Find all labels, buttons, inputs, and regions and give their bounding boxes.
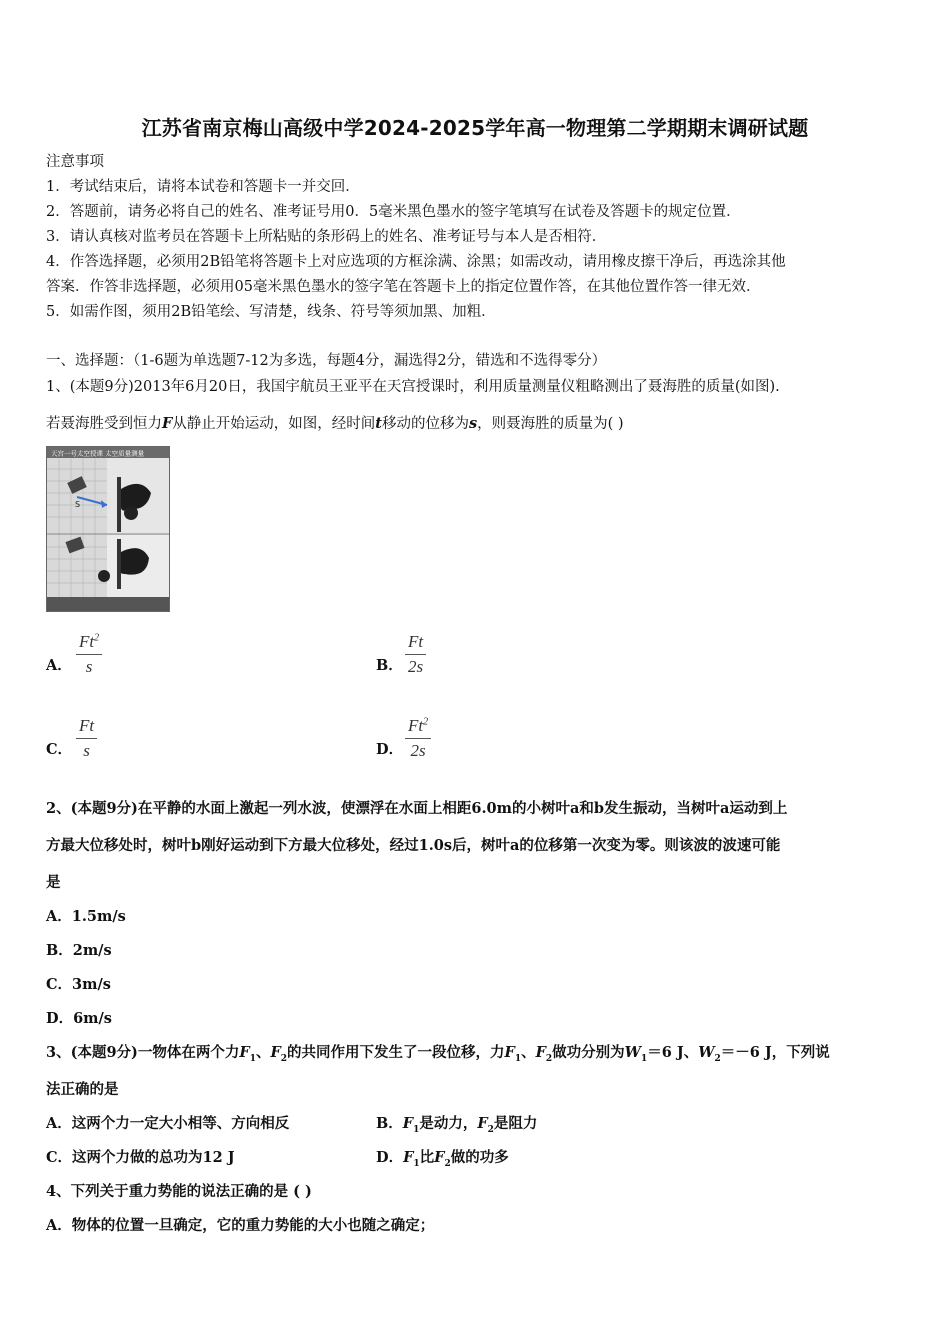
question-3-line: 法正确的是: [46, 1081, 119, 1098]
notice-item: 答案．作答非选择题，必须用05毫米黑色墨水的签字笔在答题卡上的指定位置作答，在其他位置作答一律无效．: [46, 279, 761, 295]
option-a-label: A．: [46, 657, 72, 674]
notice-item: 1．考试结束后，请将本试卷和答题卡一并交回．: [46, 179, 360, 195]
exam-title: 江苏省南京梅山高级中学2024-2025学年高一物理第二学期期末调研试题: [141, 116, 809, 140]
option-a-fraction: Ft$^2$ s: [76, 632, 102, 677]
option-d-fraction: Ft$^2$ 2s: [405, 716, 431, 761]
section-heading: 一、选择题：（1-6题为单选题7-12为多选，每题4分，漏选得2分，错选和不选得零分）: [46, 353, 607, 369]
question-3-line: 3、(本题9分)一物体在两个力$F_1$、$F_2$的共同作用下发生了一段位移，力$F_1$、$F_2$做功分别为$W_1=6$ J、$W_2=-6$ J，下列说: [46, 1044, 830, 1064]
question-2-line: 方最大位移处时，树叶b刚好运动到下方最大位移处，经过1.0s后，树叶a的位移第一次变为零。则该波的波速可能: [46, 837, 781, 854]
option-c: C．3m/s: [46, 976, 111, 993]
option-c: C．这两个力做的总功为12 J: [46, 1149, 235, 1166]
option-d: D．6m/s: [46, 1010, 112, 1027]
option-a: A．这两个力一定大小相等、方向相反: [46, 1115, 290, 1132]
option-b-fraction: Ft 2s: [405, 632, 426, 677]
option-c-label: C．: [46, 741, 73, 758]
option-b: B．2m/s: [46, 942, 112, 959]
figure-caption: 天宫一号太空授课 太空质量测量: [51, 449, 145, 458]
question-4-line: 4、下列关于重力势能的说法正确的是 ( ): [46, 1183, 312, 1200]
notice-item: 4．作答选择题，必须用2B铅笔将答题卡上对应选项的方框涂满、涂黑；如需改动，请用橡皮擦干净后，再选涂其他: [46, 254, 786, 270]
option-b: B．$F_1$是动力，$F_2$是阻力: [376, 1115, 538, 1135]
question-2-line: 2、(本题9分)在平静的水面上激起一列水波，使漂浮在水面上相距6.0m的小树叶a和b发生振动，当树叶a运动到上: [46, 800, 788, 817]
option-d: D．$F_1$比$F_2$做的功多: [376, 1149, 509, 1169]
option-a: A．1.5m/s: [46, 908, 126, 925]
question-1-line: 1、(本题9分)2013年6月20日，我国宇航员王亚平在天宫授课时，利用质量测量仪粗略测出了聂海胜的质量(如图).: [46, 379, 780, 395]
astronaut-figure: [46, 446, 170, 612]
figure-label: S: [75, 500, 81, 509]
option-d-label: D．: [376, 741, 404, 758]
question-2-line: 是: [46, 874, 61, 891]
notice-item: 2．答题前，请务必将自己的姓名、准考证号用0．5毫米黑色墨水的签字笔填写在试卷及答题卡的规定位置．: [46, 204, 741, 220]
question-1-line: 若聂海胜受到恒力F从静止开始运动，如图，经时间t移动的位移为s，则聂海胜的质量为( ): [46, 415, 624, 432]
notice-heading: 注意事项: [46, 154, 104, 170]
notice-item: 3．请认真核对监考员在答题卡上所粘贴的条形码上的姓名、准考证号与本人是否相符．: [46, 229, 607, 245]
notice-item: 5．如需作图，须用2B铅笔绘、写清楚，线条、符号等须加黑、加粗．: [46, 304, 496, 320]
option-a: A．物体的位置一旦确定，它的重力势能的大小也随之确定；: [46, 1217, 435, 1234]
option-c-fraction: Ft s: [76, 716, 97, 761]
option-b-label: B．: [376, 657, 403, 674]
